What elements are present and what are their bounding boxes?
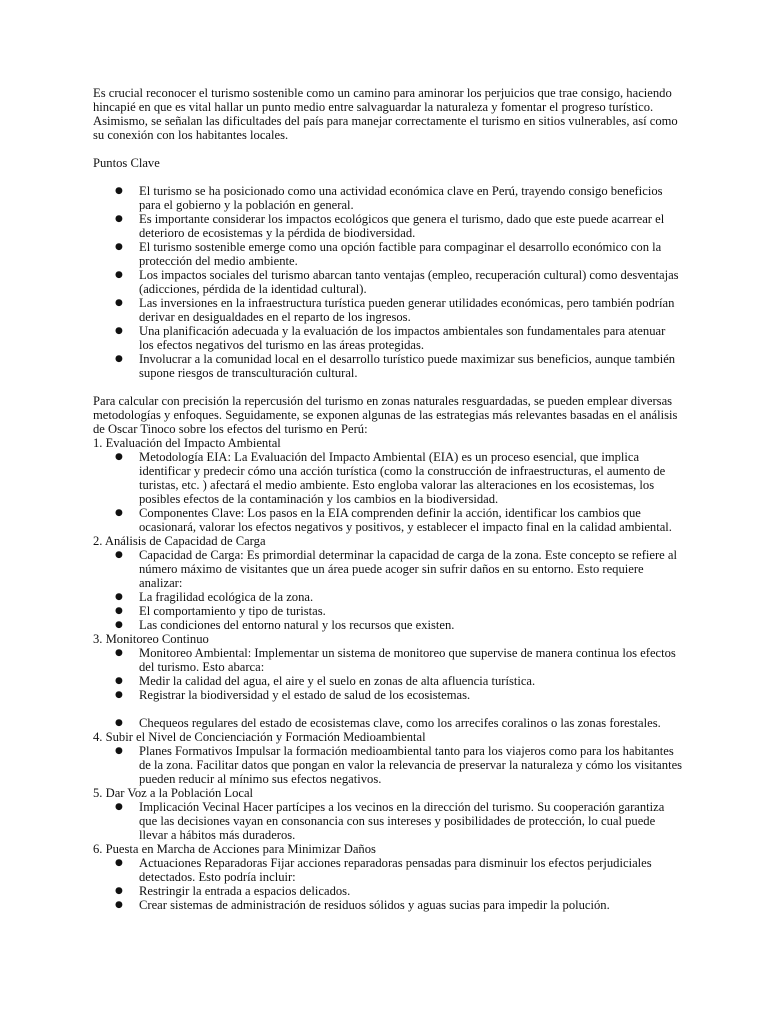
list-item: ● Las inversiones en la infraestructura turística pueden generar utilidades económicas, pero también podrían derivar en desigualdades en el reparto de los ingresos. bbox=[93, 296, 683, 324]
list-item: ● La fragilidad ecológica de la zona. bbox=[93, 590, 683, 604]
section-title-capacity: 2. Análisis de Capacidad de Carga bbox=[93, 534, 266, 548]
section-list-capacity bbox=[93, 548, 683, 632]
list-item: ● Planes Formativos Impulsar la formación medioambiental tanto para los viajeros como para los habitantes de la zona. Facilitar datos que pongan en valor la relevancia de preservar la naturaleza y cómo los visitantes pueden reducir al mínimo sus efectos negativos. bbox=[93, 744, 683, 786]
list-item: ● Las condiciones del entorno natural y los recursos que existen. bbox=[93, 618, 683, 632]
section-list-mitigation bbox=[93, 856, 683, 912]
section-title-monitoring: 3. Monitoreo Continuo bbox=[93, 632, 209, 646]
list-item: ● Capacidad de Carga: Es primordial determinar la capacidad de carga de la zona. Este concepto se refiere al número máximo de visitantes que un área puede acoger sin sufrir daños en su entorno. Esto requiere analizar: bbox=[93, 548, 683, 590]
list-item: ● Chequeos regulares del estado de ecosistemas clave, como los arrecifes coralinos o las zonas forestales. bbox=[93, 716, 683, 730]
key-points-list bbox=[93, 184, 683, 380]
list-item: ● Actuaciones Reparadoras Fijar acciones reparadoras pensadas para disminuir los efectos perjudiciales detectados. Esto podría incluir: bbox=[93, 856, 683, 884]
section-title-community: 5. Dar Voz a la Población Local bbox=[93, 786, 254, 800]
list-item: ● El turismo sostenible emerge como una opción factible para compaginar el desarrollo económico con la protección del medio ambiente. bbox=[93, 240, 683, 268]
list-item: ● Metodología EIA: La Evaluación del Impacto Ambiental (EIA) es un proceso esencial, que implica identificar y predecir cómo una acción turística (como la construcción de infraestructuras, el aumento de turistas, etc. ) afectará el medio ambiente. Esto engloba valorar las alteraciones en los ecosistemas, los posibles efectos de la contaminación y los cambios en la biodiversidad. bbox=[93, 450, 683, 506]
section-list-eia bbox=[93, 450, 683, 534]
section-list-community bbox=[93, 800, 683, 842]
intro-paragraph: Es crucial reconocer el turismo sostenible como un camino para aminorar los perjuicios que trae consigo, haciendo hincapié en que es vital hallar un punto medio entre salvaguardar la naturaleza y fomentar el progreso turístico. Asimismo, se señalan las dificultades del país para manejar correctamente el turismo en sitios vulnerables, así como su conexión con los habitantes locales. bbox=[93, 86, 678, 142]
section-list-awareness bbox=[93, 744, 683, 786]
section-list-monitoring bbox=[93, 646, 683, 730]
list-item: ● El turismo se ha posicionado como una actividad económica clave en Perú, trayendo consigo beneficios para el gobierno y la población en general. bbox=[93, 184, 683, 212]
list-item: ● Es importante considerar los impactos ecológicos que genera el turismo, dado que este puede acarrear el deterioro de ecosistemas y la pérdida de biodiversidad. bbox=[93, 212, 683, 240]
list-item: ● Implicación Vecinal Hacer partícipes a los vecinos en la dirección del turismo. Su cooperación garantiza que las decisiones vayan en consonancia con sus intereses y posibilidades de protección, lo cual puede llevar a hábitos más duraderos. bbox=[93, 800, 683, 842]
list-item: ● Registrar la biodiversidad y el estado de salud de los ecosistemas. bbox=[93, 688, 683, 702]
section-title-awareness: 4. Subir el Nivel de Concienciación y Formación Medioambiental bbox=[93, 730, 426, 744]
list-item: ● Una planificación adecuada y la evaluación de los impactos ambientales son fundamentales para atenuar los efectos negativos del turismo en las áreas protegidas. bbox=[93, 324, 683, 352]
list-item: ● Los impactos sociales del turismo abarcan tanto ventajas (empleo, recuperación cultural) como desventajas (adicciones, pérdida de la identidad cultural). bbox=[93, 268, 683, 296]
list-item: ● Medir la calidad del agua, el aire y el suelo en zonas de alta afluencia turística. bbox=[93, 674, 683, 688]
list-item: ● El comportamiento y tipo de turistas. bbox=[93, 604, 683, 618]
list-item: ● Restringir la entrada a espacios delicados. bbox=[93, 884, 683, 898]
list-item: ● Monitoreo Ambiental: Implementar un sistema de monitoreo que supervise de manera continua los efectos del turismo. Esto abarca: bbox=[93, 646, 683, 674]
document-body bbox=[93, 86, 683, 912]
methods-intro-paragraph: Para calcular con precisión la repercusión del turismo en zonas naturales resguardadas, se pueden emplear diversas metodologías y enfoques. Seguidamente, se exponen algunas de las estrategias más relevantes basadas en el análisis de Oscar Tinoco sobre los efectos del turismo en Perú: bbox=[93, 394, 678, 436]
list-item: ● Involucrar a la comunidad local en el desarrollo turístico puede maximizar sus beneficios, aunque también supone riesgos de transculturación cultural. bbox=[93, 352, 683, 380]
section-title-mitigation: 6. Puesta en Marcha de Acciones para Minimizar Daños bbox=[93, 842, 376, 856]
list-item: ● Componentes Clave: Los pasos en la EIA comprenden definir la acción, identificar los cambios que ocasionará, valorar los efectos negativos y positivos, y establecer el impacto final en la calidad ambiental. bbox=[93, 506, 683, 534]
key-points-title: Puntos Clave bbox=[93, 156, 160, 170]
section-title-eia: 1. Evaluación del Impacto Ambiental bbox=[93, 436, 281, 450]
list-item: ● Crear sistemas de administración de residuos sólidos y aguas sucias para impedir la polución. bbox=[93, 898, 683, 912]
